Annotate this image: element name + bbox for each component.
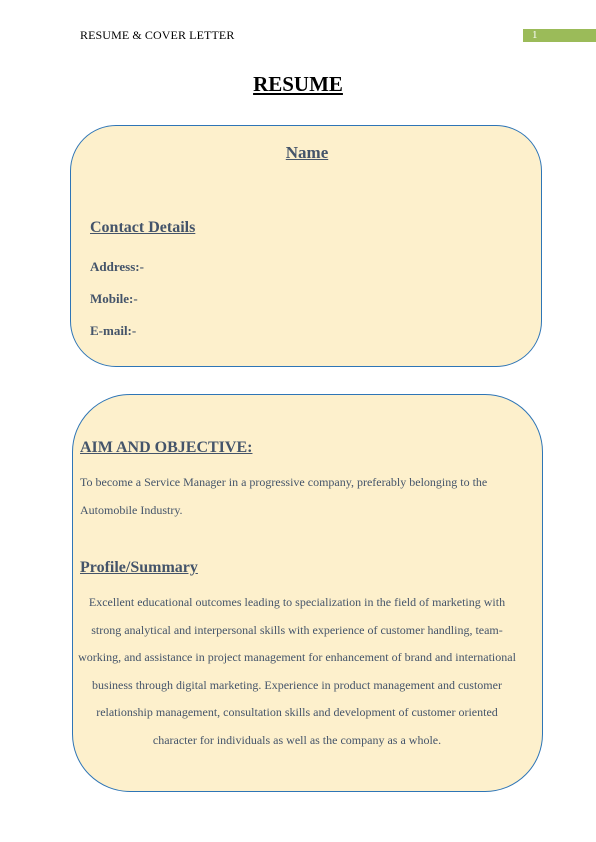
name-heading: Name [285, 143, 329, 162]
email-label: E-mail:- [90, 323, 137, 338]
profile-summary-heading: Profile/Summary [80, 559, 198, 576]
running-header-title: RESUME & COVER LETTER [80, 28, 235, 42]
address-label: Address:- [90, 259, 144, 274]
profile-summary-text: Excellent educational outcomes leading to specialization in the field of marketing with strong analytical and interpersonal skills with experience of customer handling, team-working, and assistance in project management for enhancement of brand and international business through digital marketing. Experience in product management and customer relationship management, consultation skills and development of customer oriented character for individuals as well as the company as a whole. [78, 595, 516, 747]
page-number-bar [523, 29, 596, 42]
contact-details-heading: Contact Details [90, 219, 196, 236]
mobile-label: Mobile:- [90, 291, 138, 306]
contact-details-box [70, 125, 542, 367]
objective-summary-box [72, 394, 543, 792]
document-title: RESUME [253, 72, 343, 96]
aim-objective-heading: AIM AND OBJECTIVE: [80, 439, 253, 456]
page-number: 1 [532, 29, 538, 41]
aim-objective-text: To become a Service Manager in a progressive company, preferably belonging to the Automobile Industry. [80, 475, 488, 517]
